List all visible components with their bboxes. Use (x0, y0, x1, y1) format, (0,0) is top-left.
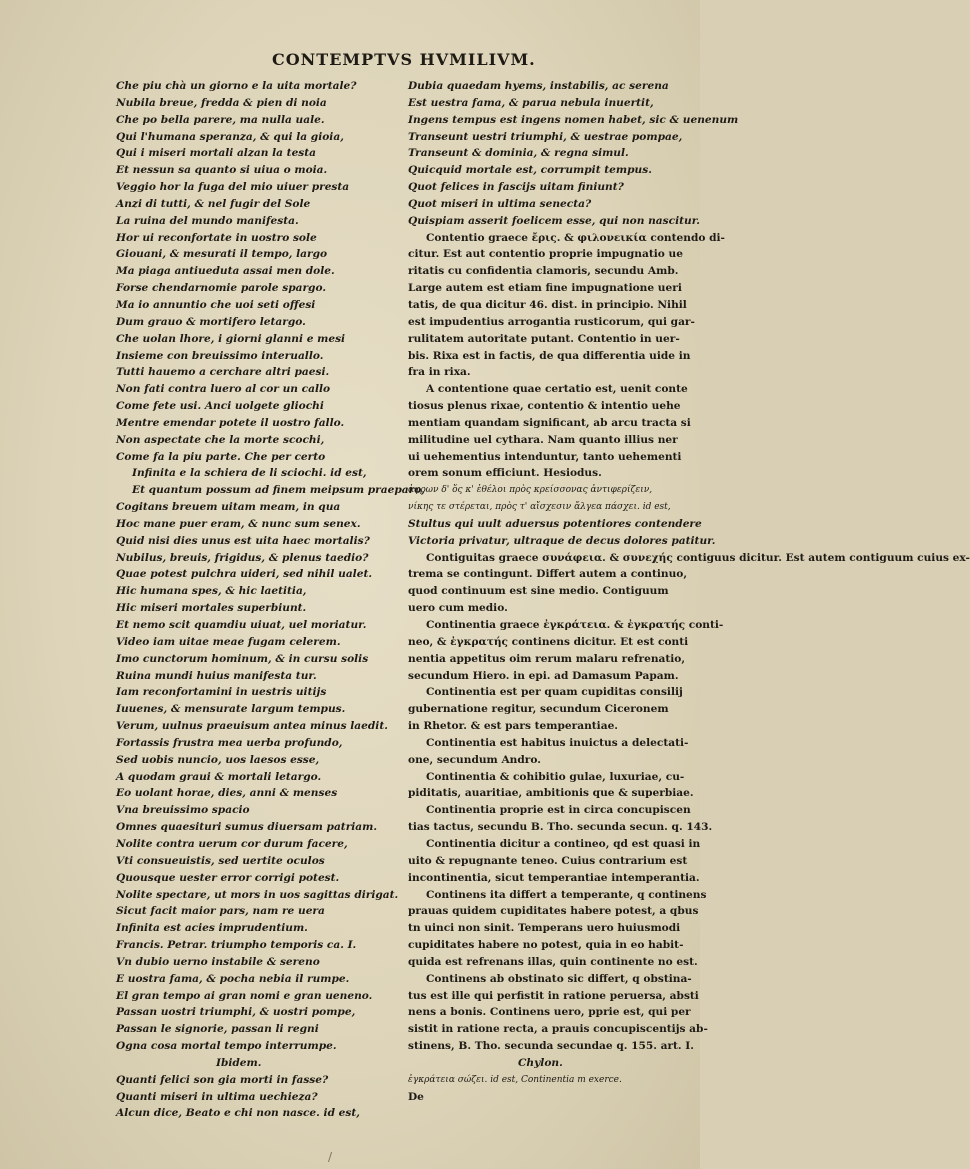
verse-line: Tutti hauemo a cerchare altri paesi. (116, 366, 330, 379)
text-line: Ingens tempus est ingens nomen habet, sic & uenenum (408, 113, 739, 126)
verse-line: Iam reconfortamini in uestris uitijs (116, 686, 327, 699)
text-line: Continentia proprie est in circa concupiscen (426, 804, 691, 817)
verse-line: Che piu chà un giorno e la uita mortale? (116, 80, 357, 92)
text-line: Transeunt & dominia, & regna simul. (408, 147, 629, 160)
text-line: Quicquid mortale est, corrumpit tempus. (408, 164, 652, 177)
text-line: Continentia & cohibitio gulae, luxuriae, cu- (426, 770, 685, 783)
left-column-verse (116, 78, 425, 1122)
text-line: Large autem est etiam fine impugnatione ueri (408, 282, 682, 295)
text-line: one, secundum Andro. (408, 753, 541, 766)
text-line: Quot miseri in ultima senecta? (408, 197, 592, 210)
verse-line: El gran tempo ai gran nomi e gran ueneno. (116, 989, 373, 1002)
text-line: orem sonum efficiunt. Hesiodus. (408, 467, 602, 480)
verse-line: Iuuenes, & mensurate largum tempus. (116, 703, 346, 716)
text-line: uero cum medio. (408, 602, 508, 615)
text-line: incontinentia, sicut temperantiae intemperantia. (408, 871, 700, 884)
verse-line: Quanti felici son gia morti in fasse? (116, 1073, 329, 1086)
text-line: Transeunt uestri triumphi, & uestrae pompae, (408, 130, 683, 143)
verse-line: Francis. Petrar. triumpho temporis ca. I. (116, 939, 357, 952)
text-line: gubernatione regitur, secundum Ciceronem (408, 703, 669, 716)
verse-line: Insieme con breuissimo interuallo. (116, 349, 324, 362)
text-line: rulitatem autoritate putant. Contentio in uer- (408, 332, 680, 345)
text-line: Dubia quaedam hyems, instabilis, ac serena (408, 80, 669, 92)
text-line: Continentia est habitus inuictus a delectati- (426, 736, 689, 749)
verse-line: Sicut facit maior pars, nam re uera (116, 905, 325, 918)
text-line: sistit in ratione recta, a prauis concupiscentijs ab- (408, 1023, 708, 1036)
verse-line: Giouani, & mesurati il tempo, largo (116, 248, 328, 261)
text-line: tiosus plenus rixae, contentio & intentio uehe (408, 400, 681, 413)
text-line: Victoria privatur, ultraque de decus dolores patitur. (408, 534, 716, 547)
text-line: Chylon. (518, 1056, 563, 1069)
verse-line: Omnes quaesituri sumus diuersam patriam. (116, 821, 378, 834)
verse-line: Ruina mundi huius manifesta tur. (116, 669, 317, 682)
verse-line: A quodam graui & mortali letargo. (116, 770, 322, 783)
text-line: mentiam quandam significant, ab arcu tracta si (408, 416, 691, 429)
verse-line: Infinita e la schiera de li sciochi. id est, (132, 467, 367, 480)
text-line: in Rhetor. & est pars temperantiae. (408, 720, 618, 733)
text-line: uito & repugnante teneo. Cuius contrarium est (408, 854, 688, 867)
text-line: est impudentius arrogantia rusticorum, qui gar- (408, 315, 695, 328)
verse-line: Vti consueuistis, sed uertite oculos (116, 854, 325, 867)
text-line: A contentione quae certatio est, uenit conte (426, 383, 688, 396)
verse-line: Et nessun sa quanto si uiua o moia. (116, 164, 328, 177)
text-line: secundum Hiero. in epi. ad Damasum Papam. (408, 669, 679, 682)
text-line: militudine uel cythara. Nam quanto illius ner (408, 433, 678, 446)
verse-line: Vn dubio uerno instabile & sereno (116, 955, 320, 968)
verse-line: E uostra fama, & pocha nebia il rumpe. (116, 972, 350, 985)
text-line: Est uestra fama, & parua nebula inuertit, (408, 96, 654, 109)
text-line: ἀφρων δ' ὅς κ' ἐθέλοι πρὸς κρείσσονας ἀντιφερίζειν, (408, 485, 653, 496)
verse-line: Qui l'humana speranza, & qui la gioia, (116, 130, 344, 143)
text-line: bis. Rixa est in factis, de qua differentia uide in (408, 349, 691, 362)
text-line: neo, & ἐγκρατής continens dicitur. Et est conti (408, 635, 689, 648)
verse-line: Passan le signorie, passan li regni (116, 1023, 319, 1036)
text-line: tatis, de qua dicitur 46. dist. in principio. Nihil (408, 298, 687, 311)
text-line: Quot felices in fascijs uitam finiunt? (408, 181, 624, 194)
verse-line: Eo uolant horae, dies, anni & menses (116, 787, 338, 800)
verse-line: Et nemo scit quamdiu uiuat, uel moriatur. (116, 619, 367, 631)
verse-line: Quid nisi dies unus est uita haec mortalis? (116, 534, 370, 547)
verse-line: Come fete usi. Anci uolgete gliochi (116, 400, 324, 413)
text-line: quod continuum est sine medio. Contiguum (408, 585, 669, 598)
verse-line: Ma piaga antiueduta assai men dole. (116, 265, 335, 278)
verse-line: Quae potest pulchra uideri, sed nihil ualet. (116, 568, 373, 581)
verse-line: Forse chendarnomie parole spargo. (116, 282, 327, 295)
text-line: nentia appetitus oim rerum malaru refrenatio, (408, 652, 686, 665)
verse-line: Qui i miseri mortali alzan la testa (116, 147, 317, 160)
verse-line: Hic humana spes, & hic laetitia, (116, 585, 307, 598)
text-line: fra in rixa. (408, 366, 471, 379)
verse-line: Passan uostri triumphi, & uostri pompe, (116, 1006, 356, 1019)
text-line: cupiditates habere no potest, quia in eo habit- (408, 939, 684, 952)
text-line: De (408, 1090, 424, 1103)
right-column-text (408, 78, 970, 1105)
verse-line: Quanti miseri in ultima uechieza? (116, 1090, 318, 1103)
text-line: tn uinci non sinit. Temperans uero huiusmodi (408, 922, 681, 935)
text-line: Continentia dicitur a contineo, qd est quasi in (426, 837, 701, 850)
verse-line: Non aspectate che la morte scochi, (116, 433, 325, 446)
text-line: citur. Est aut contentio proprie impugnatio ue (408, 248, 683, 261)
verse-line: Sed uobis nuncio, uos laesos esse, (116, 753, 320, 766)
verse-line: Verum, uulnus praeuisum antea minus laedit. (116, 720, 388, 733)
verse-line: Ibidem. (216, 1056, 262, 1069)
verse-line: Che uolan lhore, i giorni glanni e mesi (116, 332, 346, 345)
verse-line: Nubilus, breuis, frigidus, & plenus taedio? (116, 551, 369, 564)
text-line: Continentia est per quam cupiditas consilij (426, 686, 683, 699)
text-line: prauas quidem cupiditates habere potest, a qbus (408, 905, 699, 918)
text-line: Continentia graece ἐγκράτεια. & ἐγκρατής conti- (426, 619, 724, 631)
text-line: tias tactus, secundu B. Tho. secunda secun. q. 143. (408, 821, 713, 834)
verse-line: Fortassis frustra mea uerba profundo, (116, 736, 343, 749)
text-line: Continens ita differt a temperante, q continens (426, 888, 707, 901)
text-line: Continens ab obstinato sic differt, q obstina- (426, 972, 692, 985)
text-line: trema se contingunt. Differt autem a continuo, (408, 568, 688, 581)
text-line: tus est ille qui perfistit in ratione peruersa, absti (408, 989, 699, 1002)
verse-line: Nolite contra uerum cor durum facere, (116, 837, 348, 850)
text-line: Contiguitas graece συνάφεια. & συνεχής contiguus dicitur. Est autem contiguum cuius ex- (426, 551, 970, 564)
verse-line: Ma io annuntio che uoi seti offesi (116, 298, 316, 311)
verse-line: Anzi di tutti, & nel fugir del Sole (116, 197, 311, 210)
running-title: CONTEMPTVS HVMILIVM. (272, 50, 536, 69)
verse-line: Cogitans breuem uitam meam, in qua (116, 501, 341, 514)
verse-line: Hic miseri mortales superbiunt. (116, 602, 307, 615)
footer-mark: / (328, 1150, 333, 1164)
verse-line: Imo cunctorum hominum, & in cursu solis (116, 652, 369, 665)
text-line: νίκης τε στέρεται, πρὸς τ' αἴσχεσιν ἄλγεα πάσχει. id est, (408, 502, 671, 513)
text-line: ritatis cu confidentia clamoris, secundu Amb. (408, 265, 679, 278)
verse-line: Et quantum possum ad finem meipsum praeparo, (132, 484, 425, 497)
verse-line: Dum grauo & mortifero letargo. (116, 315, 306, 328)
verse-line: Video iam uitae meae fugam celerem. (116, 635, 341, 648)
verse-line: Hoc mane puer eram, & nunc sum senex. (116, 517, 361, 530)
verse-line: Hor ui reconfortate in uostro sole (116, 231, 317, 244)
verse-line: Come fa la piu parte. Che per certo (116, 450, 326, 463)
verse-line: Non fati contra luero al cor un callo (116, 383, 331, 396)
verse-line: Quousque uester error corrigi potest. (116, 871, 340, 884)
verse-line: Nolite spectare, ut mors in uos sagittas dirigat. (116, 888, 399, 901)
verse-line: Mentre emendar potete il uostro fallo. (116, 416, 345, 429)
text-line: nens a bonis. Continens uero, pprie est, qui per (408, 1006, 691, 1019)
text-line: quida est refrenans illas, quin continente no est. (408, 955, 698, 968)
text-line: Quispiam asserit foelicem esse, qui non nascitur. (408, 214, 700, 227)
verse-line: Ogna cosa mortal tempo interrumpe. (116, 1040, 337, 1053)
verse-line: Nubila breue, fredda & pien di noia (116, 96, 327, 109)
text-line: ui uehementius intenduntur, tanto uehementi (408, 450, 682, 463)
text-line: Stultus qui uult aduersus potentiores contendere (408, 517, 702, 530)
verse-line: Vna breuissimo spacio (116, 804, 250, 817)
verse-line: Alcun dice, Beato e chi non nasce. id est, (116, 1107, 360, 1120)
text-line: ἐγκράτεια σώζει. id est, Continentia m exerce. (408, 1074, 622, 1085)
text-line: piditatis, auaritiae, ambitionis que & superbiae. (408, 787, 694, 800)
verse-line: La ruina del mundo manifesta. (116, 214, 299, 227)
text-line: stinens, B. Tho. secunda secundae q. 155. art. I. (408, 1040, 694, 1053)
verse-line: Veggio hor la fuga del mio uiuer presta (116, 181, 350, 194)
text-line: Contentio graece ἔρις. & φιλονεικία contendo di- (426, 231, 725, 244)
verse-line: Infinita est acies imprudentium. (116, 922, 308, 935)
verse-line: Che po bella parere, ma nulla uale. (116, 113, 325, 126)
